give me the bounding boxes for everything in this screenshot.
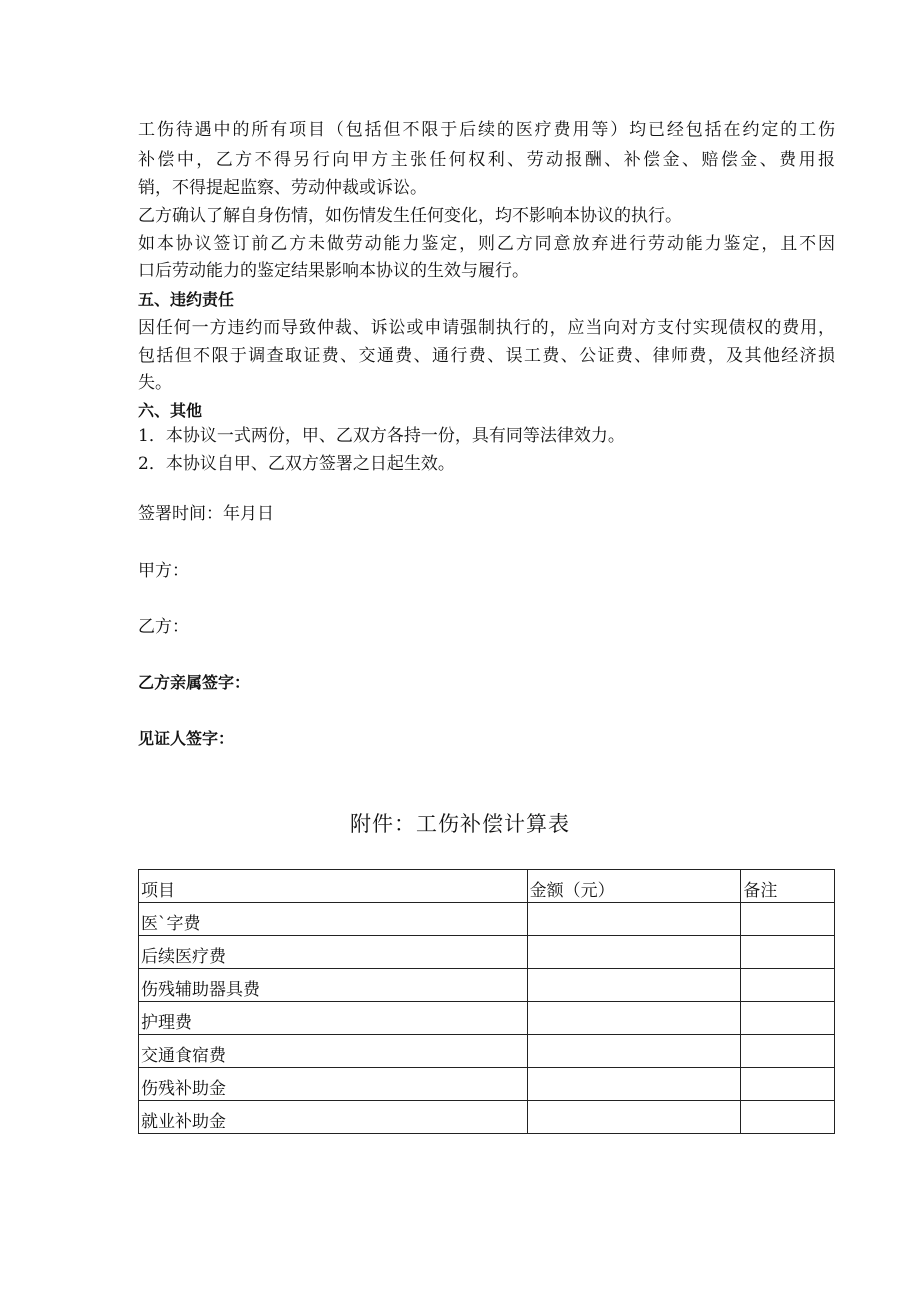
paragraph-line: 失。 xyxy=(138,373,172,393)
paragraph-line: 因任何一方违约而导致仲裁、诉讼或申请强制执行的，应当向对方支付实现债权的费用， xyxy=(138,318,835,338)
paragraph-line: 如本协议签订前乙方未做劳动能力鉴定，则乙方同意放弃进行劳动能力鉴定，且不因 xyxy=(138,234,835,254)
remark-cell xyxy=(741,1002,835,1035)
table-row xyxy=(139,1002,835,1035)
paragraph-line: 口后劳动能力的鉴定结果影响本协议的生效与履行。 xyxy=(138,261,529,281)
amount-cell xyxy=(527,1002,741,1035)
header-cell-amount: 金额（元） xyxy=(527,870,741,903)
remark-cell xyxy=(741,1035,835,1068)
clause-item: 1．本协议一式两份，甲、乙双方各持一份，具有同等法律效力。 xyxy=(138,426,625,446)
item-cell: 护理费 xyxy=(139,1002,528,1035)
attachment-title: 附件：工伤补偿计算表 xyxy=(350,812,570,836)
amount-cell xyxy=(527,936,741,969)
item-cell: 交通食宿费 xyxy=(139,1035,528,1068)
witness-signature: 见证人签字： xyxy=(138,729,235,748)
party-b-signature: 乙方： xyxy=(138,617,189,637)
paragraph-line: 补偿中，乙方不得另行向甲方主张任何权利、劳动报酬、补偿金、赔偿金、费用报 xyxy=(138,150,835,170)
section-heading-breach: 五、违约责任 xyxy=(138,290,235,309)
amount-cell xyxy=(527,969,741,1002)
table-header-row xyxy=(139,870,835,903)
table-row xyxy=(139,903,835,936)
table-row xyxy=(139,969,835,1002)
item-cell: 伤残补助金 xyxy=(139,1068,528,1101)
item-cell: 医`字费 xyxy=(139,903,528,936)
paragraph-line: 包括但不限于调查取证费、交通费、通行费、误工费、公证费、律师费，及其他经济损 xyxy=(138,346,835,366)
item-cell: 就业补助金 xyxy=(139,1101,528,1134)
header-cell-remark: 备注 xyxy=(741,870,835,903)
paragraph-line: 乙方确认了解自身伤情，如伤情发生任何变化，均不影响本协议的执行。 xyxy=(138,206,682,226)
item-cell: 后续医疗费 xyxy=(139,936,528,969)
relative-signature: 乙方亲属签字： xyxy=(138,673,251,692)
remark-cell xyxy=(741,1101,835,1134)
table-row xyxy=(139,1035,835,1068)
remark-cell xyxy=(741,1068,835,1101)
amount-cell xyxy=(527,1101,741,1134)
remark-cell xyxy=(741,903,835,936)
table-row xyxy=(139,1101,835,1134)
item-cell: 伤残辅助器具费 xyxy=(139,969,528,1002)
clause-item: 2．本协议自甲、乙双方签署之日起生效。 xyxy=(138,454,455,474)
signing-date: 签署时间：年月日 xyxy=(138,504,274,524)
remark-cell xyxy=(741,969,835,1002)
header-cell-item: 项目 xyxy=(139,870,528,903)
amount-cell xyxy=(527,1035,741,1068)
paragraph-line: 工伤待遇中的所有项目（包括但不限于后续的医疗费用等）均已经包括在约定的工伤 xyxy=(138,120,835,140)
paragraph-line: 销，不得提起监察、劳动仲裁或诉讼。 xyxy=(138,178,427,198)
amount-cell xyxy=(527,1068,741,1101)
party-a-signature: 甲方： xyxy=(138,561,189,581)
compensation-table xyxy=(138,869,835,1134)
table-row xyxy=(139,936,835,969)
section-heading-other: 六、其他 xyxy=(138,401,203,420)
table-row xyxy=(139,1068,835,1101)
remark-cell xyxy=(741,936,835,969)
amount-cell xyxy=(527,903,741,936)
